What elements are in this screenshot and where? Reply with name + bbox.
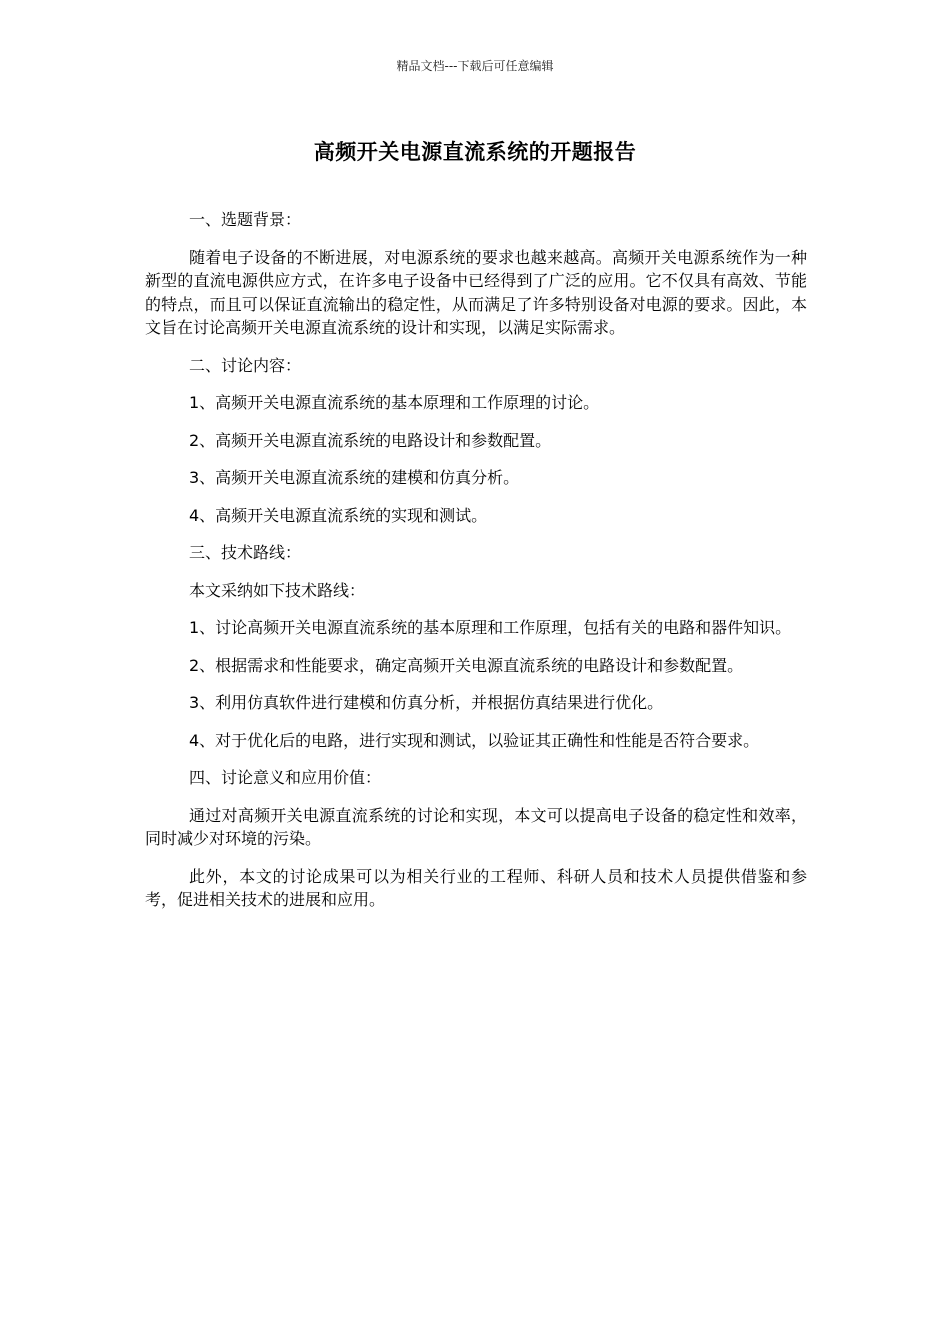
section-heading-route: 三、技术路线： [189, 543, 302, 562]
section-heading-significance: 四、讨论意义和应用价值： [189, 768, 382, 787]
paragraph-significance-1: 通过对高频开关电源直流系统的讨论和实现，本文可以提高电子设备的稳定性和效率，同时减少对环境的污染。 [145, 805, 807, 848]
section-heading-content: 二、讨论内容： [189, 355, 302, 375]
document-title: 高频开关电源直流系统的开题报告 [313, 140, 637, 164]
list-item-content-3: 3、高频开关电源直流系统的建模和仿真分析。 [189, 468, 520, 487]
list-item-content-1: 1、高频开关电源直流系统的基本原理和工作原理的讨论。 [189, 393, 600, 412]
document-body [145, 208, 807, 926]
paragraph-significance-2: 此外，本文的讨论成果可以为相关行业的工程师、科研人员和技术人员提供借鉴和参考，促进相关技术的进展和应用。 [145, 866, 807, 909]
list-item-content-2: 2、高频开关电源直流系统的电路设计和参数配置。 [189, 430, 552, 450]
list-item-route-2: 2、根据需求和性能要求，确定高频开关电源直流系统的电路设计和参数配置。 [189, 655, 744, 675]
paragraph-route-intro: 本文采纳如下技术路线： [189, 580, 366, 600]
section-heading-background: 一、选题背景： [189, 210, 302, 229]
paragraph-background: 随着电子设备的不断进展，对电源系统的要求也越来越高。高频开关电源系统作为一种新型的直流电源供应方式，在许多电子设备中已经得到了广泛的应用。它不仅具有高效、节能的特点，而且可以保证直流输出的稳定性，从而满足了许多特别设备对电源的要求。因此，本文旨在讨论高频开关电源直流系统的设计和实现，以满足实际需求。 [145, 247, 807, 337]
list-item-route-1: 1、讨论高频开关电源直流系统的基本原理和工作原理，包括有关的电路和器件知识。 [189, 618, 792, 637]
list-item-route-4: 4、对于优化后的电路，进行实现和测试，以验证其正确性和性能是否符合要求。 [189, 730, 760, 750]
list-item-route-3: 3、利用仿真软件进行建模和仿真分析，并根据仿真结果进行优化。 [189, 693, 664, 712]
page-header: 精品文档---下载后可任意编辑 [396, 59, 554, 73]
list-item-content-4: 4、高频开关电源直流系统的实现和测试。 [189, 505, 488, 525]
